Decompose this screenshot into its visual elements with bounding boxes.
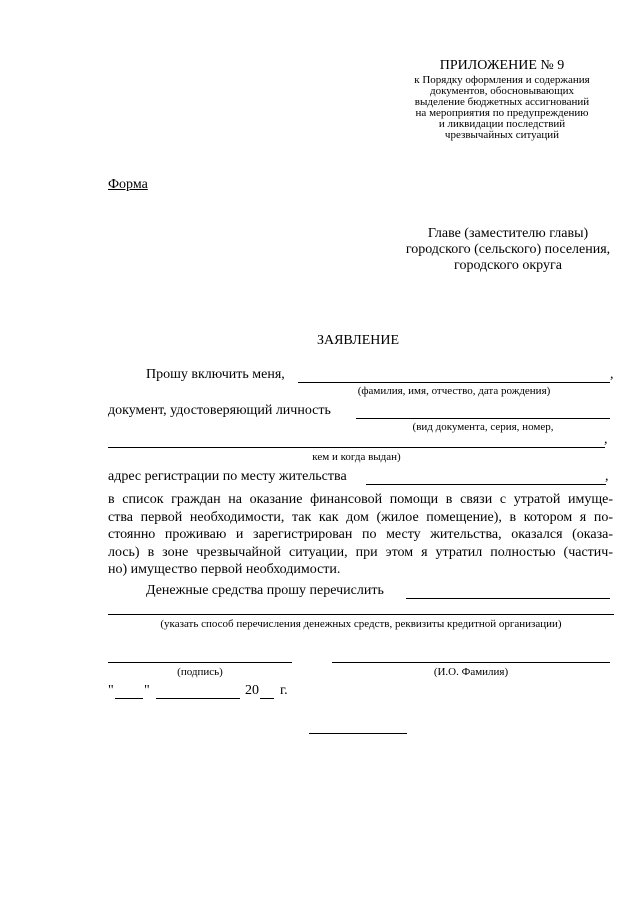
money-hint: (указать способ перечисления денежных средств, реквизиты кредитной организации) bbox=[160, 618, 562, 630]
issued-hint: кем и когда выдан) bbox=[312, 451, 401, 463]
comma: , bbox=[610, 367, 614, 382]
year-suffix: г. bbox=[280, 683, 288, 698]
id-doc-field[interactable] bbox=[356, 418, 610, 419]
date-quote-open: " bbox=[108, 683, 114, 698]
name-hint: (фамилия, имя, отчество, дата рождения) bbox=[357, 385, 551, 397]
request-label: Прошу включить меня, bbox=[146, 367, 285, 382]
body-line: но) имущество первой необходимости. bbox=[108, 562, 341, 577]
address-field[interactable] bbox=[366, 484, 606, 485]
full-name-hint: (И.О. Фамилия) bbox=[433, 666, 509, 678]
appendix-lines bbox=[372, 75, 632, 141]
form-label: Форма bbox=[108, 177, 148, 192]
appendix-title: ПРИЛОЖЕНИЕ № 9 bbox=[439, 58, 565, 73]
money-field[interactable] bbox=[406, 598, 610, 599]
appendix-line: и ликвидации последствий bbox=[438, 118, 566, 130]
month-field[interactable] bbox=[156, 698, 240, 699]
appendix-line: чрезвычайных ситуаций bbox=[444, 129, 560, 141]
year-prefix: 20 bbox=[245, 683, 259, 698]
issued-field[interactable] bbox=[108, 447, 605, 448]
name-field[interactable] bbox=[298, 382, 610, 383]
body-paragraph bbox=[108, 491, 613, 579]
body-line: ства первой необходимости, так как дом (жилое помещение), в котором я по- bbox=[108, 509, 613, 525]
day-field[interactable] bbox=[115, 698, 143, 699]
full-name-field[interactable] bbox=[332, 662, 610, 663]
id-doc-label: документ, удостоверяющий личность bbox=[108, 403, 331, 418]
comma: , bbox=[605, 469, 609, 484]
appendix-line: документов, обосновывающих bbox=[430, 85, 574, 97]
body-line: в список граждан на оказание финансовой помощи в связи с утратой имуще- bbox=[108, 492, 613, 507]
id-doc-hint: (вид документа, серия, номер, bbox=[412, 421, 554, 433]
addressee-block bbox=[378, 226, 638, 274]
statement-title: ЗАЯВЛЕНИЕ bbox=[316, 333, 400, 348]
comma: , bbox=[604, 432, 608, 447]
appendix-line: к Порядку оформления и содержания bbox=[414, 74, 590, 86]
body-line: лось) в зоне чрезвычайной ситуации, при этом я утратил полностью (частич- bbox=[108, 544, 613, 560]
date-quote-close: " bbox=[144, 683, 150, 698]
appendix-line: выделение бюджетных ассигнований bbox=[414, 96, 590, 108]
body-line: стоянно проживаю и зарегистрирован по месту жительства, оказался (оказа- bbox=[108, 527, 613, 542]
addressee-line: городского округа bbox=[454, 258, 562, 273]
year-field[interactable] bbox=[260, 698, 274, 699]
signature-hint: (подпись) bbox=[177, 666, 223, 678]
appendix-header bbox=[372, 58, 632, 141]
address-label: адрес регистрации по месту жительства bbox=[108, 469, 347, 484]
addressee-line: городского (сельского) поселения, bbox=[405, 242, 611, 257]
money-label: Денежные средства прошу перечислить bbox=[146, 583, 384, 598]
closing-divider bbox=[309, 733, 407, 734]
addressee-line: Главе (заместителю главы) bbox=[427, 226, 589, 241]
money-details-field[interactable] bbox=[108, 614, 614, 615]
signature-field[interactable] bbox=[108, 662, 292, 663]
appendix-line: на мероприятия по предупреждению bbox=[415, 107, 589, 119]
